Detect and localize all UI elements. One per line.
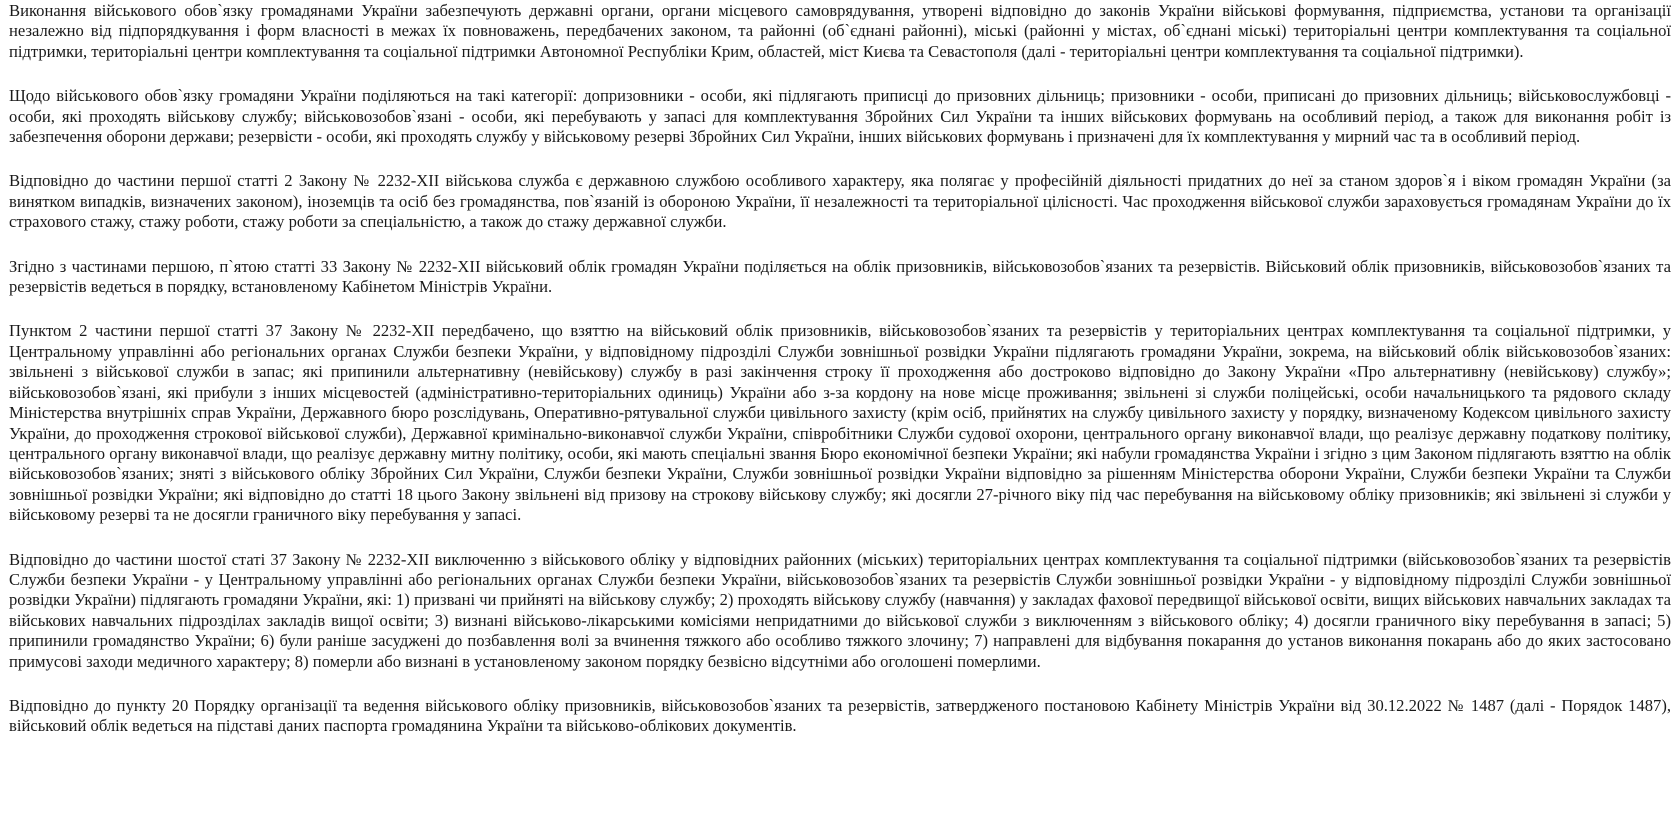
paragraph-implementation-bodies: Виконання військового обов`язку громадянами України забезпечують державні органи, органи місцевого самоврядування, утворені відповідно до законів України військові формування, підприємства, установи та організації незалежно від підпорядкування і форм власності в межах їх повноважень, передбачених законом, та районні (об`єднані районні), міські (районні у містах, об`єднані міські) територіальні центри комплектування та соціальної підтримки, територіальні центри комплектування та соціальної підтримки Автономної Республіки Крим, областей, міст Києва та Севастополя (далі - територіальні центри комплектування та соціальної підтримки).	[9, 1, 1671, 61]
paragraph-procedure-1487: Відповідно до пункту 20 Порядку організації та ведення військового обліку призовників, військовозобов`язаних та резервістів, затвердженого постановою Кабінету Міністрів України від 30.12.2022 № 1487 (далі - Порядок 1487), військовий облік ведеться на підставі даних паспорта громадянина України та військово-облікових документів.	[9, 695, 1671, 736]
paragraph-registration-rules: Пунктом 2 частини першої статті 37 Закону № 2232-XII передбачено, що взяттю на військовий облік призовників, військовозобов`язаних та резервістів у територіальних центрах комплектування та соціальної підтримки, у Центральному управлінні або регіональних органах Служби безпеки України, у відповідному підрозділі Служби зовнішньої розвідки України підлягають громадяни України, зокрема, на військовий облік військовозобов`язаних: звільнені з військової служби в запас; які припинили альтернативну (невійськову) службу в разі закінчення строку її проходження або достроково відповідно до Закону України «Про альтернативну (невійськову) службу»; військовозобов`язані, які прибули з інших місцевостей (адміністративно-територіальних одиниць) України або з-за кордону на нове місце проживання; звільнені зі служби поліцейські, особи начальницького та рядового складу Міністерства внутрішніх справ України, Державного бюро розслідувань, Оперативно-рятувальної служби цивільного захисту (крім осіб, прийнятих на службу цивільного захисту у порядку, визначеному Кодексом цивільного захисту України, до проходження строкової військової служби), Державної кримінально-виконавчої служби України, співробітники Служби судової охорони, центрального органу виконавчої влади, що реалізує державну податкову політику, центрального органу виконавчої влади, що реалізує державну митну політику, особи, які мають спеціальні звання Бюро економічної безпеки України; які набули громадянства України і згідно з цим Законом підлягають взяттю на облік військовозобов`язаних; зняті з військового обліку Збройних Сил України, Служби безпеки України, Служби зовнішньої розвідки України відповідно за рішенням Міністерства оборони України, Служби безпеки України та Служби зовнішньої розвідки України; які відповідно до статті 18 цього Закону звільнені від призову на строкову військову службу; які досягли 27-річного віку під час перебування на військовому обліку призовників; які звільнені зі служби у військовому резерві та не досягли граничного віку перебування у запасі.	[9, 321, 1671, 525]
document-body	[0, 1, 1680, 737]
paragraph-military-registration: Згідно з частинами першою, п`ятою статті 33 Закону № 2232-XII військовий облік громадян України поділяється на облік призовників, військовозобов`язаних та резервістів. Військовий облік призовників, військовозобов`язаних та резервістів ведеться в порядку, встановленому Кабінетом Міністрів України.	[9, 256, 1671, 297]
paragraph-categories: Щодо військового обов`язку громадяни України поділяються на такі категорії: допризовники - особи, які підлягають приписці до призовних дільниць; призовники - особи, приписані до призовних дільниць; військовослужбовці - особи, які проходять військову службу; військовозобов`язані - особи, які перебувають у запасі для комплектування Збройних Сил України та інших військових формувань на особливий період, а також для виконання робіт із забезпечення оборони держави; резервісти - особи, які проходять службу у військовому резерві Збройних Сил України, інших військових формувань і призначені для їх комплектування у мирний час та в особливий період.	[9, 86, 1671, 147]
paragraph-military-service-definition: Відповідно до частини першої статті 2 Закону № 2232-XII військова служба є державною службою особливого характеру, яка полягає у професійній діяльності придатних до неї за станом здоров`я і віком громадян України (за винятком випадків, визначених законом), іноземців та осіб без громадянства, пов`язаній із обороною України, її незалежності та територіальної цілісності. Час проходження військової служби зараховується громадянам України до їх страхового стажу, стажу роботи, стажу роботи за спеціальністю, а також до стажу державної служби.	[9, 171, 1671, 232]
paragraph-deregistration-rules: Відповідно до частини шостої статі 37 Закону № 2232-XII виключенню з військового обліку у відповідних районних (міських) територіальних центрах комплектування та соціальної підтримки (військовозобов`язаних та резервістів Служби безпеки України - у Центральному управлінні або регіональних органах Служби безпеки України, військовозобов`язаних та резервістів Служби зовнішньої розвідки України - у відповідному підрозділі Служби зовнішньої розвідки України) підлягають громадяни України, які: 1) призвані чи прийняті на військову службу; 2) проходять військову службу (навчання) у закладах фахової передвищої військової освіти, вищих військових навчальних закладах та військових навчальних підрозділах закладів вищої освіти; 3) визнані військово-лікарськими комісіями непридатними до військової служби з виключенням з військового обліку; 4) досягли граничного віку перебування в запасі; 5) припинили громадянство України; 6) були раніше засуджені до позбавлення волі за вчинення тяжкого або особливо тяжкого злочину; 7) направлені для відбування покарання до установ виконання покарань або до яких застосовано примусові заходи медичного характеру; 8) померли або визнані в установленому законом порядку безвісно відсутніми або оголошені померлими.	[9, 549, 1671, 671]
